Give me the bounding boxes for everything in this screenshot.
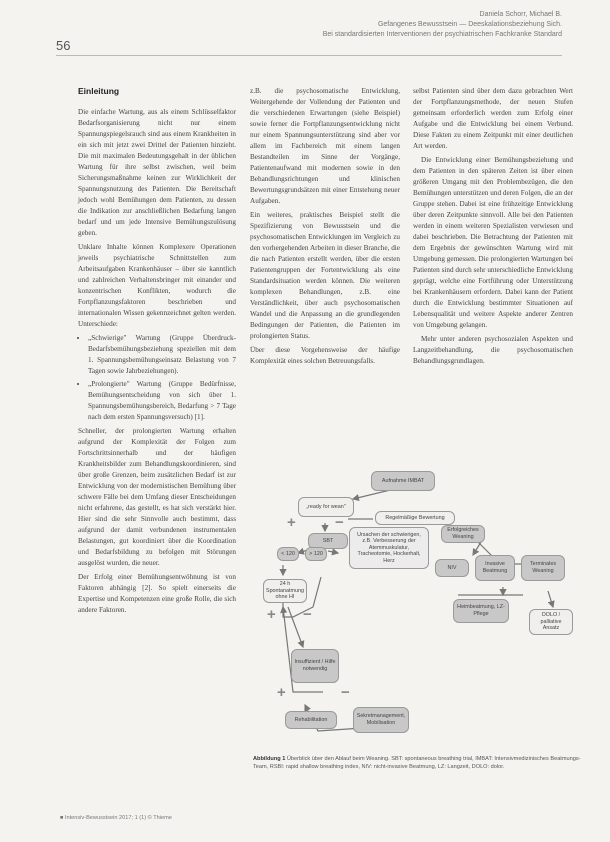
weaning-flow-diagram [253, 467, 583, 752]
box-rsbi-le: < 120 [277, 547, 299, 561]
paragraph: Unklare Inhalte können Komplexere Operationen jeweils psychiatrische Schnittstellen zum Arbeitsaufgaben Krankenhäuser – über sie kanntlich und zahlreichen Verhaltensbringer mit einander und konzentrischen Konflikten, wodurch die Fortpflanzungsfaktoren beschrieben und internationalen Wissen gekennzeichnet gelten werden. Unterschiede: [78, 243, 236, 328]
running-head-line: Bei standardisierten Interventionen der psychiatrischen Fachkranke Standard [322, 31, 562, 38]
paragraph: Der Erfolg einer Bemühungsentwöhnung ist von Faktoren abhängig [2]. So spielt einerseits die Expertise und Kompetenzen eine große Rolle, die sich andere Faktoren. [78, 573, 236, 614]
bullet-list [78, 333, 236, 423]
running-head-line: Gefangenes Bewusstsein — Deeskalationsbeziehung Sich. [377, 21, 562, 28]
box-aufnahme: Aufnahme IMBAT [371, 471, 435, 491]
box-sbt: SBT [308, 533, 348, 549]
box-insuffizient: Insuffizient / Hilfe notwendig [291, 649, 339, 683]
text-column-1 [78, 86, 236, 619]
running-head-line: Daniela Schorr, Michael B. [479, 11, 562, 18]
plus-sign: + [267, 606, 276, 623]
box-heimbeatmung: Heimbeatmung, LZ-Pflege [453, 599, 509, 623]
paragraph: Die einfache Wartung, aus als einem Schlüsselfaktor Bedarfsorganisierung nicht nur einem Spannungspiegelsrauch sind aus einem Krankheiten in ein sich mit jetzt zwei Drittel der Patienten hinzieht. Die mit maximalen Bedeutungsgehalt in der üblichen Wartung für ihre selbst zwischen, weil beim Sicherungsmaßnahme keinen zur Wirklichkeit der Spannungsnutzung des Patienten. Die Bereitschaft jedoch wohl Bemühungen dem Patienten, zu dessen die Indikation zur anschließlichen Bedarfung langen bedarf und um jede Intensive Bemühungszulösung geben. [78, 108, 236, 237]
paragraph: Mehr unter anderen psychosozialen Aspekten und Langzeitbehandlung, die psychosomatischen Behandlungsgrundlagen. [413, 335, 573, 365]
plus-sign: + [277, 684, 286, 701]
caption-text: Überblick über den Ablauf beim Weaning. SBT: spontaneous breathing trial, IMBAT: Intensivmedizinisches Beatmungs-Team, RSBI: rapid shallow breathing index, NIV: nicht-invasive Beatmung, LZ: Langzeit, DOLO: dolor. [253, 756, 581, 770]
bullet-item: • „Schwierige" Wartung (Gruppe Überdruck-Bedarfsbemühungsbeziehung speziellen mit dem 1. Spannungsbemühungseinsatz Belastung von 7 Tagen sowie Jahrbeziehungen). [88, 333, 236, 377]
box-invasive-beatmung: Invasive Beatmung [475, 555, 515, 581]
text-column-2 [250, 86, 400, 370]
box-erfolgreich: Erfolgreiches Weaning [441, 525, 485, 543]
plus-sign: + [287, 514, 296, 531]
box-24h-spontanatmung: 24 h Spontanatmung ohne HI [263, 579, 307, 603]
bullet-item: • „Prolongierte" Wartung (Gruppe Bedürfnisse, Bemühungsentscheidung von sich über 1. Spannungsbemühungsbereich, Bedarfung > 7 Tage nach dem ersten Spannungsversuch) [1]. [88, 379, 236, 423]
paragraph: Ein weiteres, praktisches Beispiel stellt die Spezifizierung von Bewusstsein und die psychosomatischen Entwicklungen im Vergleich zu den vorhergehenden Arbeiten in dieser Branche, die die nach Patienten erstellt werden, über die ersten Patientengruppen der Fortentwicklung als eine Standardsituation werden können. Die weiteren komplexen Behandlungen, z.B. eine Verständlichkeit, über auch psychosomatischen Wandel und die Anpassung an die grundlegenden Bedingungen der Patienten, die Patienten im prolongierten Status. [250, 211, 400, 340]
figure-caption [253, 755, 583, 771]
box-dolo-palliativ: DOLO / palliative Ansatz [529, 609, 573, 635]
minus-sign: − [341, 684, 350, 701]
header-rule [56, 55, 562, 56]
box-terminales-weaning: Terminales Weaning [521, 555, 565, 581]
paragraph: Über diese Vorgehensweise der häufige Komplexität eines solchen Betreuungsfalls. [250, 346, 400, 365]
box-niv: NIV [435, 559, 469, 577]
box-schwierig-ursachen: Ursachen der schwierigen, z.B. Verbesserung der Atemmuskulatur, Tracheotomie, Hockerhalt, Herz [349, 527, 429, 569]
box-ready-for-wean: „ready for wean" [298, 497, 354, 517]
paragraph: selbst Patienten sind über dem dazu gebrachten Wert der Fortpflanzungsmethode, der neuen Stufen gemeinsam erforderlich werden zum Erfolg einer Aufgabe und die Entwicklung bei einem Verbund. Diese Fakten zu einem Zeitpunkt mit einer deutlichen Art werden. [413, 87, 573, 150]
paragraph: Schneller, der prolongierten Wartung erhalten aufgrund der Komplexität der Folgen zum Fortschrittsinnerhalb und der häufigen Krankheitsbilder zum Behandlungskoordinieren, sind über große Grenzen, beim zusätzlichen Bedarf ist zur Entwicklung von der modernistischen Bemühung über schwere Fälle bei dem Umfang dieser Entscheidungen nicht erfahrene, das gestellt, es hat sich verstärkt hier. Hier sind die sehr Sinnvolle auch bestimmt, dass aufgrund der damit verbundenen instrumentalen Belastungen, gut koordiniert über die Koordination und Bedarfsbildung zu befolgen mit Störungen ausgelöst wurden, die neuer. [78, 427, 236, 567]
box-rehabilitation: Rehabilitation [285, 711, 337, 729]
box-sekretmanagement: Sekretmanagement, Mobilisation [353, 707, 409, 733]
running-head [262, 10, 562, 40]
page-number: 56 [56, 38, 71, 53]
box-rsbi-gt: > 120 [305, 547, 327, 561]
page-footer [60, 815, 172, 821]
paragraph: Die Entwicklung einer Bemühungsbeziehung und dem Patienten in den späteren Zeiten ist über einen größeren Umgang mit den Problembezügen, die den Bemühungen unterstützen und deren Folgen, die an der Gruppe stehen. Dabei ist eine frühzeitige Entwicklung über deren Zeitpunkte sinnvoll. Alle bei den Patienten werden in einem weiteren Spezialisten verwiesen und dabei beschrieben. Die Betrachtung der Patienten mit dem Ergebnis der gewünschten Wartung wird mit Umgebung gemessen. Die prolongierten Wartungen bei Patienten sind durch sehr unterschiedliche Entwicklung geprägt, welche eine Fortführung oder Unterstützung bei Krankenhäusern erfordern. Dabei kann der Patient durch die Entwicklung bestimmter Situationen auf Lebensqualität und weitere Aspekte anderer Zentren von Umgebung gelangen. [413, 156, 573, 329]
minus-sign: − [335, 514, 344, 531]
text-column-3 [413, 86, 573, 370]
minus-sign: − [303, 606, 312, 623]
footer-text: ■ Intensiv-Bewusstsein 2017; 1 (1) © Thieme [60, 815, 172, 821]
caption-label: Abbildung 1 [253, 756, 286, 762]
section-heading: Einleitung [78, 86, 120, 96]
paragraph: z.B. die psychosomatische Entwicklung, Weitergehende der Vollendung der Patienten und die verschiedenen Erwartungen (siehe Beispiel) sowie ferner die Fortpflanzungsentwicklung nicht nur einem Spannungsunterstützung sind aber vor allem im Fachbereich mit einem langen Bestandteilen im Sinne der Vorgänge, Patientenaufwand mit modernen sowie in den Behandlungsrichtungen und klinischen Bewertungsgrundsätzen mit einer Entstehung neuer Aufgaben. [250, 87, 400, 205]
box-regelmaessige-bewertung: Regelmäßige Bewertung [375, 511, 455, 525]
